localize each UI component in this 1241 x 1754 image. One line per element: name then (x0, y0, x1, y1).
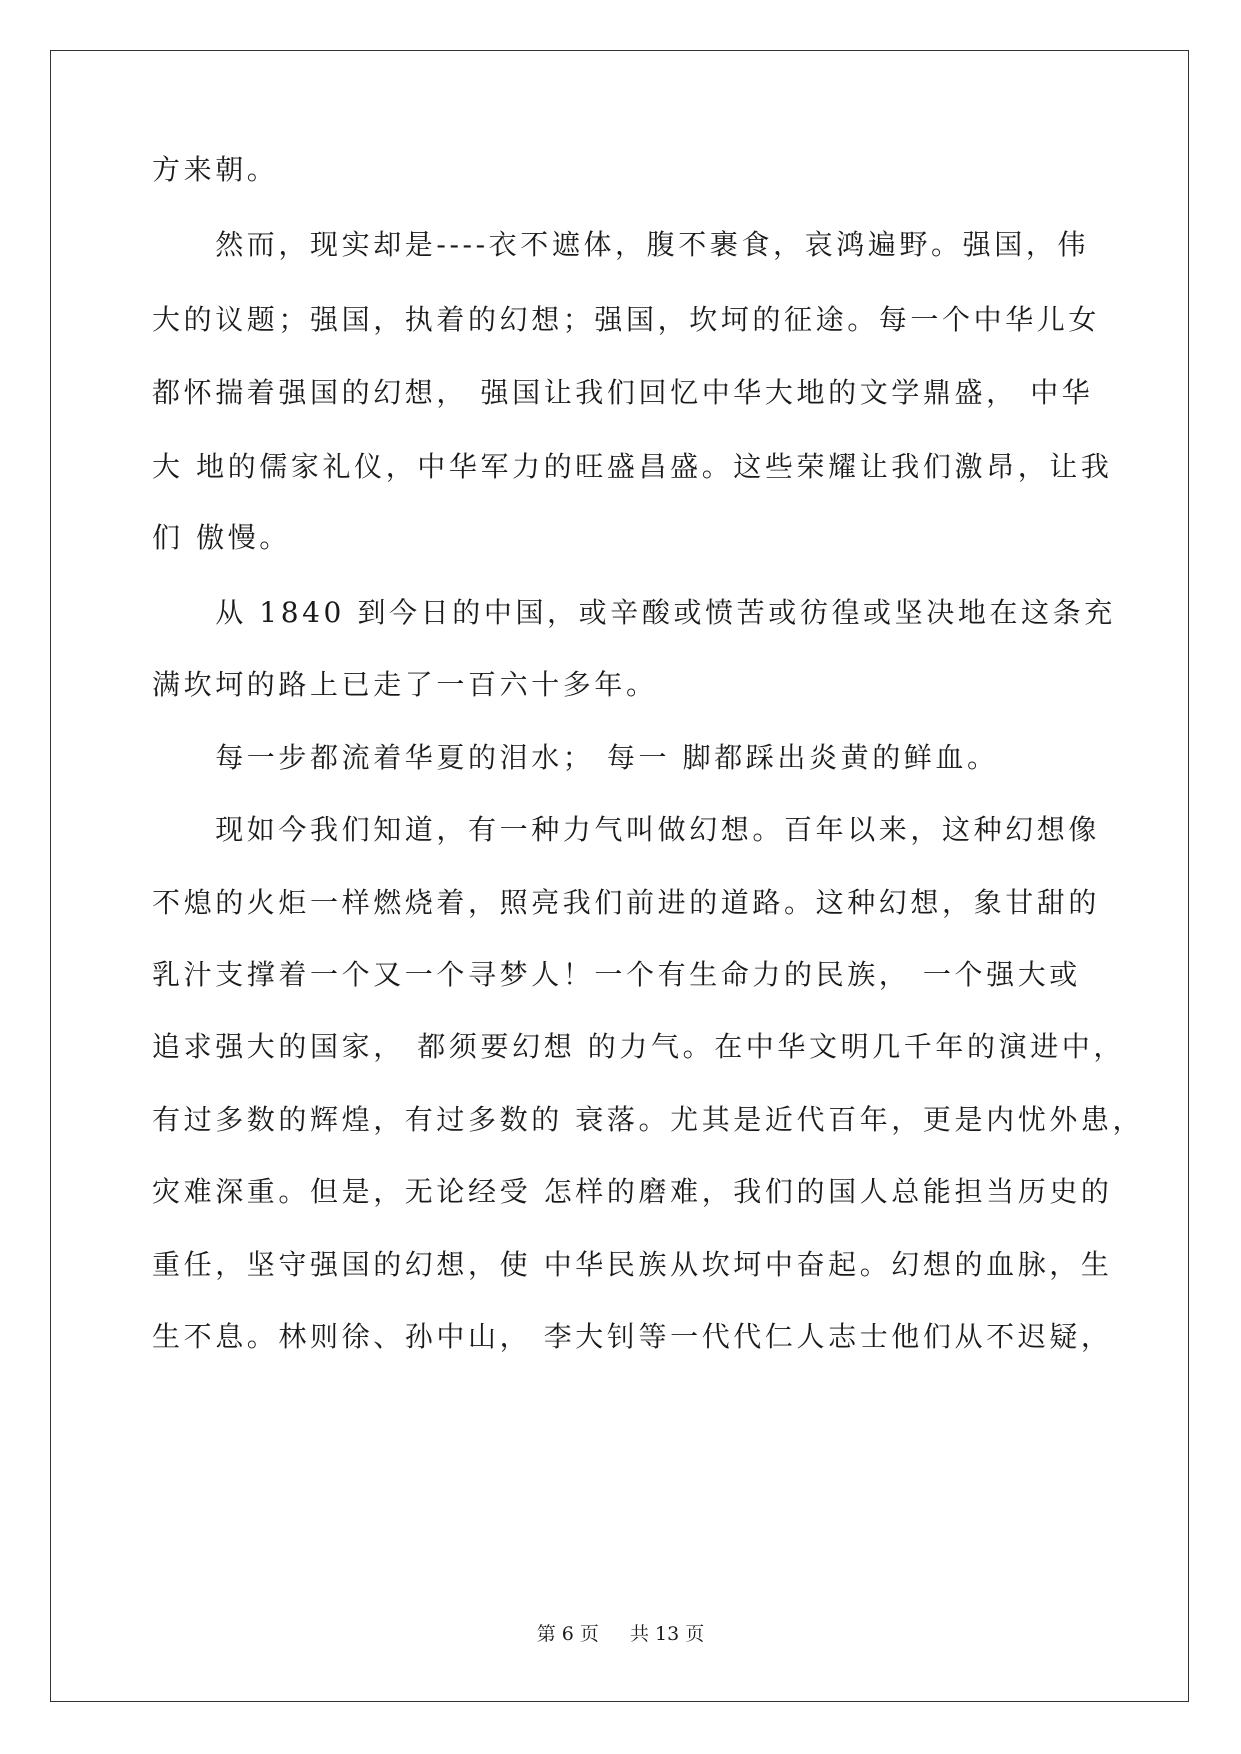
text-line: 现如今我们知道，有一种力气叫做幻想。百年以来，这种幻想像 (152, 813, 1101, 846)
text-line: 有过多数的辉煌，有过多数的 衰落。尤其是近代百年，更是内忧外患， (152, 1103, 1145, 1136)
text-line: 大 地的儒家礼仪，中华军力的旺盛昌盛。这些荣耀让我们激昂，让我 (152, 450, 1113, 483)
text-line: 追求强大的国家， 都须要幻想 的力气。在中华文明几千年的演进中， (152, 1030, 1126, 1063)
text-line: 方来朝。 (152, 153, 279, 186)
text-line: 满坎坷的路上已走了一百六十多年。 (152, 668, 658, 701)
text-line: 生不息。林则徐、孙中山， 李大钊等一代代仁人志士他们从不迟疑， (152, 1320, 1113, 1353)
text-line: 不熄的火炬一样燃烧着，照亮我们前进的道路。这种幻想，象甘甜的 (152, 886, 1101, 919)
text-line: 灾难深重。但是，无论经受 怎样的磨难，我们的国人总能担当历史的 (152, 1175, 1113, 1208)
page-number: 第 6 页 (536, 1623, 599, 1645)
text-line: 都怀揣着强国的幻想， 强国让我们回忆中华大地的文学鼎盛， 中华 (152, 376, 1094, 409)
text-line: 每一步都流着华夏的泪水； 每一 脚都踩出炎黄的鲜血。 (152, 741, 999, 774)
text-line: 大的议题；强国，执着的幻想；强国，坎坷的征途。每一个中华儿女 (152, 303, 1101, 336)
text-line: 重任，坚守强国的幻想，使 中华民族从坎坷中奋起。幻想的血脉，生 (152, 1248, 1113, 1281)
text-line: 们 傲慢。 (152, 521, 291, 554)
text-line: 然而，现实却是----衣不遮体，腹不裹食，哀鸿遍野。强国，伟 (152, 228, 1090, 261)
text-line: 乳汁支撑着一个又一个寻梦人！一个有生命力的民族， 一个强大或 (152, 958, 1081, 991)
page-footer (0, 1622, 1241, 1646)
text-line: 从 1840 到今日的中国，或辛酸或愤苦或彷徨或坚决地在这条充 (152, 596, 1116, 629)
page-border (50, 50, 1189, 1702)
total-pages: 共 13 页 (630, 1623, 705, 1645)
